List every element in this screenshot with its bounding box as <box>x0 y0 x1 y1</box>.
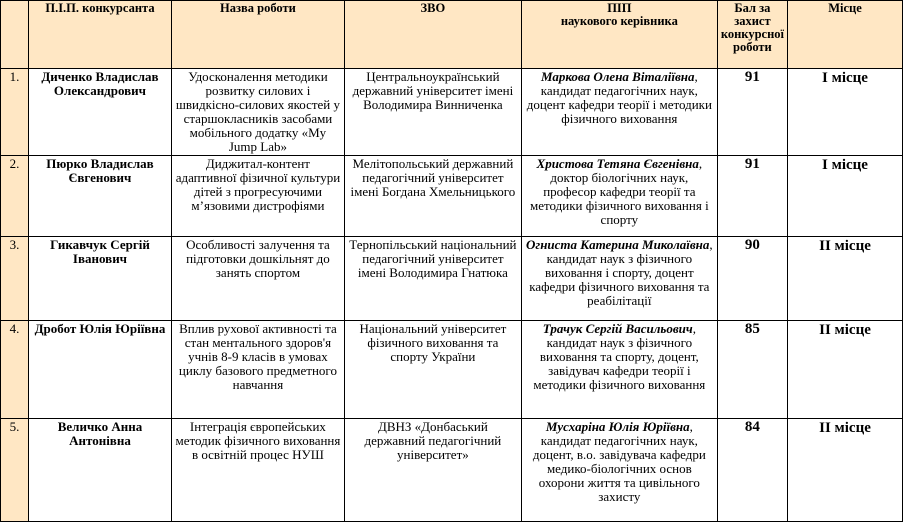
university-name: Мелітопольський державний педагогічний університет імені Богдана Хмельницького <box>344 156 521 237</box>
supervisor-cell <box>521 237 717 321</box>
university-name: Національний університет фізичного виховання та спорту України <box>344 321 521 419</box>
header-university: ЗВО <box>344 1 521 69</box>
university-name: Центральноукраїнський державний університет імені Володимира Винниченка <box>344 69 521 156</box>
header-num <box>1 1 29 69</box>
score: 91 <box>717 156 787 237</box>
supervisor-cell <box>521 321 717 419</box>
row-number: 3. <box>1 237 29 321</box>
place: II місце <box>788 419 903 522</box>
work-title: Особливості залучення та підготовки дошкільнят до занять спортом <box>171 237 344 321</box>
supervisor-details: , кандидат педагогічних наук, доцент кафедри теорії і методики фізичного виховання <box>526 69 712 126</box>
supervisor-name: Мусхаріна Юлія Юріївна <box>545 419 690 434</box>
supervisor-name: Огниста Катерина Миколаївна <box>526 237 710 252</box>
row-number: 5. <box>1 419 29 522</box>
header-row <box>1 1 903 69</box>
header-score: Бал за захист конкурсної роботи <box>717 1 787 69</box>
supervisor-name: Маркова Олена Віталіївна <box>540 69 695 84</box>
work-title: Диджитал-контент адаптивної фізичної культури дітей з прогресуючими м’язовими дистрофіями <box>171 156 344 237</box>
row-number: 2. <box>1 156 29 237</box>
header-work: Назва роботи <box>171 1 344 69</box>
table-row <box>1 69 903 156</box>
table-row <box>1 237 903 321</box>
header-place: Місце <box>788 1 903 69</box>
score: 85 <box>717 321 787 419</box>
score: 90 <box>717 237 787 321</box>
header-supervisor-line2: наукового керівника <box>560 14 678 28</box>
score: 91 <box>717 69 787 156</box>
contestant-name: Пюрко Владислав Євгенович <box>28 156 171 237</box>
table-row <box>1 321 903 419</box>
contestant-name: Гикавчук Сергій Іванович <box>28 237 171 321</box>
work-title: Вплив рухової активності та стан ментального здоров'я учнів 8-9 класів в умовах циклу базового предметного навчання <box>171 321 344 419</box>
supervisor-details: , кандидат наук з фізичного виховання і спорту, доцент кафедри фізичного виховання та реабілітації <box>529 237 713 308</box>
work-title: Удосконалення методики розвитку силових і швидкісно-силових якостей у старшокласників засобами мобільного додатку «My Jump Lab» <box>171 69 344 156</box>
work-title: Інтеграція європейських методик фізичного виховання в освітній процес НУШ <box>171 419 344 522</box>
row-number: 4. <box>1 321 29 419</box>
place: I місце <box>788 156 903 237</box>
table-row <box>1 156 903 237</box>
header-supervisor <box>521 1 717 69</box>
header-name: П.І.П. конкурсанта <box>28 1 171 69</box>
supervisor-cell <box>521 69 717 156</box>
contestant-name: Величко Анна Антонівна <box>28 419 171 522</box>
place: II місце <box>788 237 903 321</box>
supervisor-details: , кандидат наук з фізичного виховання та спорту, доцент, завідувач кафедри теорії і методики фізичного виховання <box>533 321 706 392</box>
university-name: Тернопільський національний педагогічний університет імені Володимира Гнатюка <box>344 237 521 321</box>
university-name: ДВНЗ «Донбаський державний педагогічний університет» <box>344 419 521 522</box>
score: 84 <box>717 419 787 522</box>
supervisor-name: Христова Тетяна Євгенівна <box>536 156 699 171</box>
place: II місце <box>788 321 903 419</box>
supervisor-name: Трачук Сергій Васильович <box>542 321 693 336</box>
contestant-name: Дробот Юлія Юріївна <box>28 321 171 419</box>
supervisor-details: , кандидат педагогічних наук, доцент, в.о. завідувача кафедри медико-біологічних основ охорони життя та цивільного захисту <box>532 419 706 504</box>
row-number: 1. <box>1 69 29 156</box>
contestant-name: Диченко Владислав Олександрович <box>28 69 171 156</box>
supervisor-details: , доктор біологічних наук, професор кафедри теорії та методики фізичного виховання і спорту <box>529 156 709 227</box>
header-supervisor-line1: ПІП <box>607 1 632 15</box>
place: I місце <box>788 69 903 156</box>
supervisor-cell <box>521 419 717 522</box>
supervisor-cell <box>521 156 717 237</box>
table-row <box>1 419 903 522</box>
